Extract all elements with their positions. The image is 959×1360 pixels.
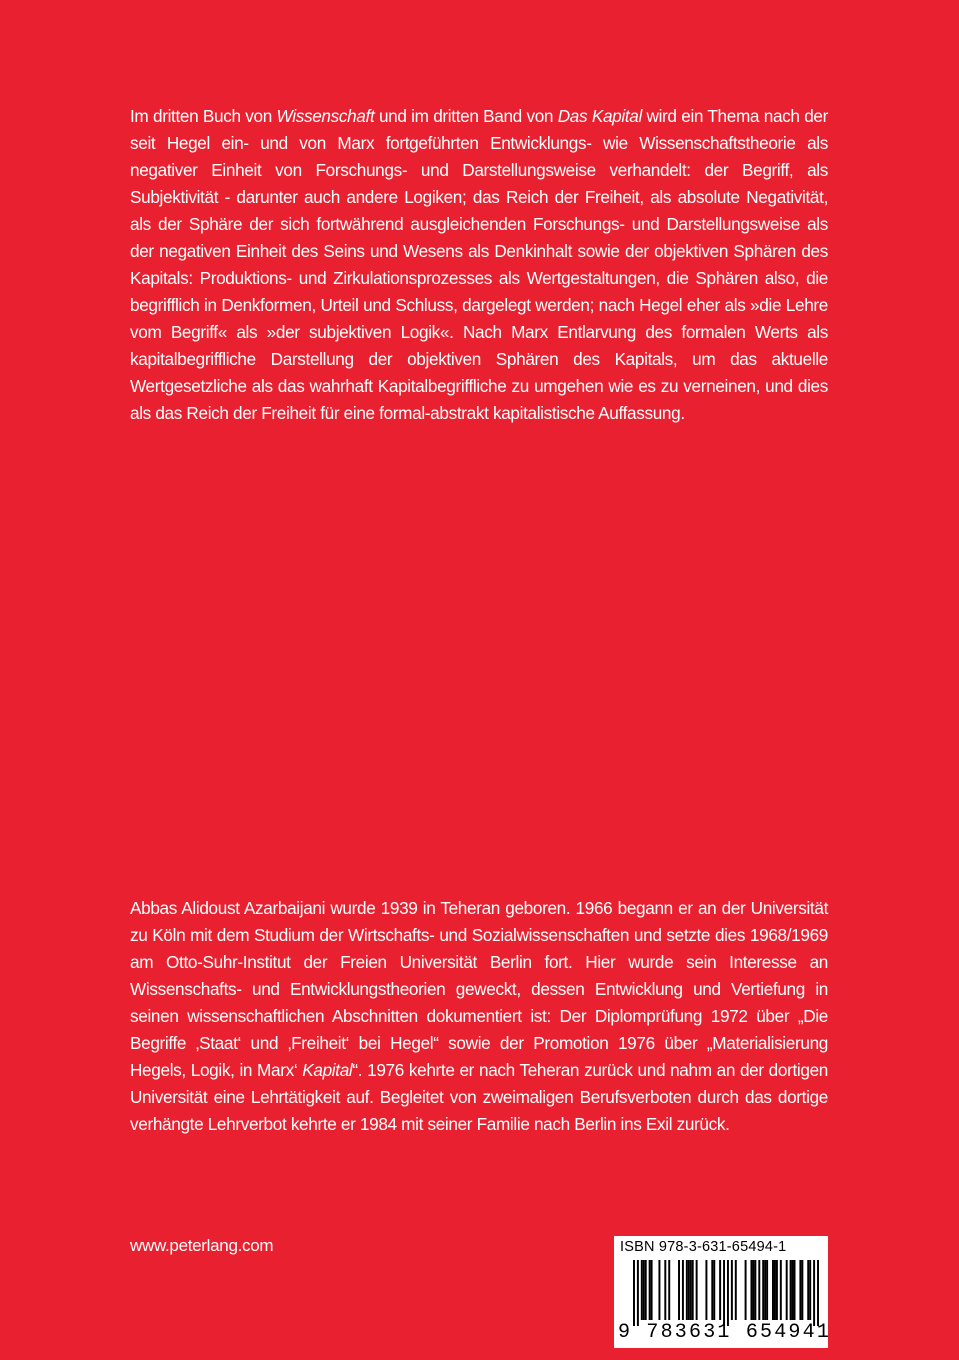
barcode-bar: [792, 1260, 794, 1320]
barcode-bar: [772, 1260, 774, 1320]
barcode-bar: [723, 1260, 725, 1326]
barcode-bar: [752, 1260, 754, 1320]
barcode-bar: [813, 1260, 815, 1326]
barcode-bar: [750, 1260, 752, 1320]
barcode-bar: [678, 1260, 680, 1320]
barcode-bar: [758, 1260, 760, 1320]
barcode-bar: [735, 1260, 737, 1320]
title-das-kapital: Das Kapital: [557, 106, 642, 126]
isbn-barcode: [614, 1236, 832, 1348]
barcode-bar: [807, 1260, 809, 1320]
barcode-bar: [774, 1260, 776, 1320]
publisher-url[interactable]: www.peterlang.com: [130, 1236, 274, 1255]
barcode-icon: [633, 1260, 819, 1326]
barcode-bar: [719, 1260, 721, 1320]
barcode-bar: [641, 1260, 643, 1320]
barcode-bar: [713, 1260, 715, 1320]
title-kapital: Kapital: [302, 1060, 353, 1080]
barcode-bar: [643, 1260, 645, 1320]
bio-paragraph: Abbas Alidoust Azarbaijani wurde 1939 in Teheran geboren. 1966 begann er an der Universität zu Köln mit dem Studium der Wirtschafts- und Sozialwissenschaften und setzte dies 1968/1969 am Otto-Suhr-Institut der Freien Universität Berlin fort. Hier wurde sein Interesse an Wissenschafts- und Entwicklungstheorien geweckt, dessen Entwicklung und Vertiefung in seinen wissenschaftlichen Abschnitten dokumentiert ist: Der Diplomprüfung 1972 über „Die Begriffe ‚Staat‘ und ‚Freiheit‘ bei Hegel“ sowie der Promotion 1976 über „Materialisierung Hegels, Logik, in Marx‘ Kapital“. 1976 kehrte er nach Teheran zurück und nahm an der dortigen Universität eine Lehrtätigkeit auf. Begleitet von zweimaligen Berufsverboten durch das dortige verhängte Lehrverbot kehrte er 1984 mit seiner Familie nach Berlin ins Exil zurück.: [130, 898, 828, 1134]
barcode-bar: [801, 1260, 803, 1320]
blurb-text: [130, 103, 828, 427]
barcode-bar: [745, 1260, 747, 1320]
barcode-bar: [799, 1260, 801, 1320]
barcode-bar: [692, 1260, 694, 1320]
barcode-bar: [658, 1260, 660, 1320]
isbn-label: ISBN 978-3-631-65494-1: [620, 1239, 787, 1255]
barcode-bar: [727, 1260, 729, 1326]
barcode-bar: [711, 1260, 713, 1320]
barcode-bar: [790, 1260, 792, 1320]
barcode-bar: [776, 1260, 778, 1320]
barcode-bar: [651, 1260, 653, 1320]
barcode-bar: [731, 1260, 733, 1320]
barcode-bar: [664, 1260, 666, 1320]
barcode-bar: [637, 1260, 639, 1326]
barcode-bar: [688, 1260, 690, 1320]
author-bio: [130, 895, 828, 1138]
barcode-bar: [817, 1260, 819, 1326]
barcode-bar: [764, 1260, 766, 1320]
barcode-bar: [780, 1260, 782, 1320]
barcode-bar: [762, 1260, 764, 1320]
blurb-paragraph: Im dritten Buch von Wissenschaft und im dritten Band von Das Kapital wird ein Thema nach der seit Hegel ein- und von Marx fortgeführten Entwicklungs- wie Wissenschaftstheorie als negativer Einheit von Forschungs- und Darstellungsweise verhandelt: der Begriff, als Subjektivität - darunter auch andere Logiken; das Reich der Freiheit, als absolute Negativität, als der Sphäre der sich fortwährend ausgleichenden Forschungs- und Darstellungsweise als der negativen Einheit des Seins und Wesens als Denkinhalt sowie der objektiven Sphären des Kapitals: Produktions- und Zirkulationsprozesses als Wertgestaltungen, die Sphären also, die begrifflich in Denkformen, Urteil und Schluss, dargelegt werden; nach Hegel eher als »die Lehre vom Begriff« als »der subjektiven Logik«. Nach Marx Entlarvung des formalen Werts als kapitalbegriffliche Darstellung der objektiven Sphären des Kapitals, um das aktuelle Wertgesetzliche als das wahrhaft Kapitalbegriffliche zu umgehen wie es zu verneinen, und dies als das Reich der Freiheit für eine formal-abstrakt kapitalistische Auffassung.: [130, 106, 828, 423]
title-wissenschaft: Wissenschaft: [276, 106, 375, 126]
barcode-bar: [696, 1260, 698, 1320]
barcode-bar: [766, 1260, 768, 1320]
barcode-bar: [794, 1260, 796, 1320]
barcode-bar: [786, 1260, 788, 1320]
barcode-bar: [809, 1260, 811, 1320]
barcode-bar: [690, 1260, 692, 1320]
ean-digits: 9 783631 654941: [618, 1321, 832, 1344]
barcode-bar: [686, 1260, 688, 1320]
barcode-bar: [633, 1260, 635, 1326]
barcode-bar: [649, 1260, 651, 1320]
barcode-bar: [668, 1260, 670, 1320]
barcode-bar: [645, 1260, 647, 1320]
barcode-bar: [754, 1260, 756, 1320]
barcode-bar: [705, 1260, 707, 1320]
barcode-bar: [682, 1260, 684, 1320]
